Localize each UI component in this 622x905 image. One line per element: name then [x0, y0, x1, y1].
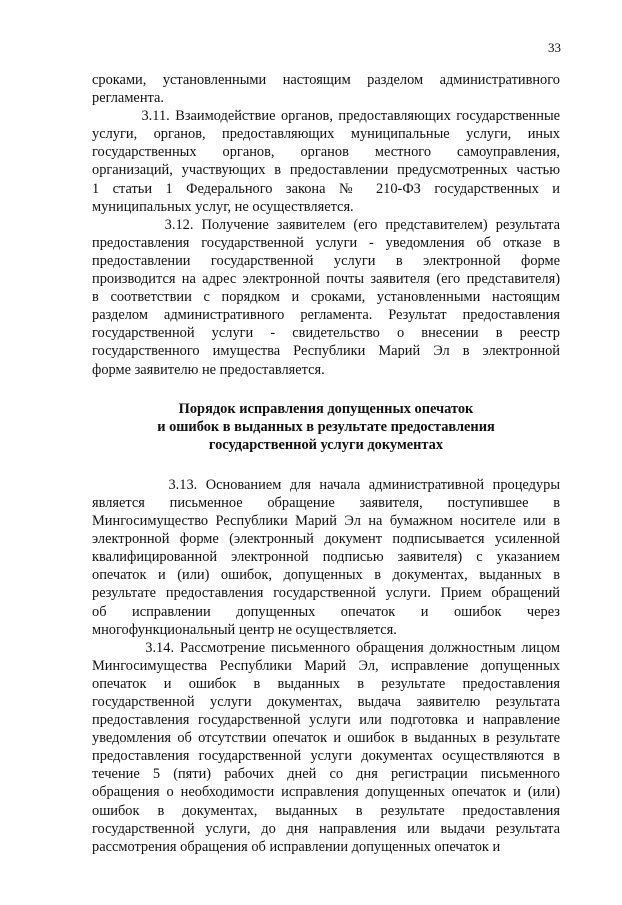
text-line: государственной услуги, до дня направления или выдачи результата	[92, 820, 560, 837]
paragraph-3-11	[92, 107, 560, 216]
text-line: предоставления государственной услуги или подготовка и направление	[92, 712, 560, 729]
text-line: об исправлении допущенных опечаток и ошибок через	[92, 603, 560, 620]
text-line: форме заявителю не предоставляется.	[92, 361, 325, 378]
text-line: в соответствии с порядком и сроками, установленными настоящим	[92, 289, 560, 306]
text-line: Мингосимущество Республики Марий Эл на бумажном носителе или в	[92, 513, 560, 530]
text-line: опечаток и (или) ошибок, допущенных в документах, выданных в	[92, 567, 560, 584]
text-line: является письменное обращение заявителя, поступившее в	[92, 494, 560, 511]
page-number: 33	[548, 40, 561, 55]
text-line: 3.13. Основанием для начала административной процедуры	[92, 476, 560, 493]
text-line: предоставления государственной услуги - уведомления об отказе в	[92, 234, 560, 251]
text-line: регламента.	[92, 90, 164, 107]
top-section	[92, 71, 560, 379]
paragraph-3-12	[92, 216, 560, 379]
text-line: течение 5 (пяти) рабочих дней со дня регистрации письменного	[92, 766, 560, 783]
text-line: 3.11. Взаимодействие органов, предоставляющих государственные	[92, 108, 560, 125]
text-line: государственной услуги - свидетельство о внесении в реестр	[92, 325, 560, 342]
text-line: ошибок в документах, выданных в результате предоставления	[92, 802, 560, 819]
text-line: рассмотрения обращения об исправлении допущенных опечаток и	[92, 838, 501, 855]
text-line: опечаток и ошибок в выданных в результате предоставления	[92, 675, 560, 692]
text-line: производится на адрес электронной почты заявителя (его представителя)	[92, 271, 560, 288]
text-line: разделом административного регламента. Результат предоставления	[92, 307, 560, 324]
document-body	[92, 71, 560, 856]
heading-line: и ошибок в выданных в результате предоставления	[157, 418, 495, 435]
text-line: квалифицированной электронной подписью заявителя) с указанием	[92, 549, 560, 566]
text-line: государственного имущества Республики Марий Эл в электронной	[92, 343, 560, 360]
text-line: услуги, органов, предоставляющих муниципальные услуги, иных	[92, 126, 560, 143]
heading-line: государственной услуги документах	[208, 436, 444, 453]
section-heading	[92, 400, 560, 454]
paragraph-continuation	[92, 71, 560, 107]
text-line: 3.14. Рассмотрение письменного обращения должностным лицом	[92, 639, 560, 656]
text-line: предоставления государственной услуги документах осуществляются в	[92, 748, 560, 765]
text-line: обращения о необходимости исправления допущенных опечаток и (или)	[92, 784, 560, 801]
text-line: уведомления об отсутствии опечаток и ошибок в выданных в результате	[92, 730, 560, 747]
text-line: результате предоставления государственной услуги. Прием обращений	[92, 585, 560, 602]
text-line: многофункциональный центр не осуществляется.	[92, 621, 397, 638]
text-line: 1 статьи 1 Федерального закона № 210-ФЗ государственных и	[92, 180, 560, 197]
text-line: государственных органов, органов местного самоуправления,	[92, 144, 560, 161]
bottom-section	[92, 476, 560, 856]
text-line: Мингосимущества Республики Марий Эл, исправление допущенных	[92, 657, 560, 674]
text-line: муниципальных услуг, не осуществляется.	[92, 198, 354, 215]
heading-line: Порядок исправления допущенных опечаток	[178, 400, 474, 417]
paragraph-3-14	[92, 639, 560, 856]
text-line: электронной форме (электронный документ подписывается усиленной	[92, 531, 560, 548]
text-line: сроками, установленными настоящим разделом административного	[92, 72, 560, 88]
text-line: 3.12. Получение заявителем (его представителем) результата	[92, 216, 560, 233]
text-line: государственной услуги документах, выдача заявителю результата	[92, 694, 560, 710]
text-line: предоставлении государственной услуги в электронной форме	[92, 252, 560, 269]
text-line: организаций, участвующих в предоставлении предусмотренных частью	[92, 162, 560, 179]
paragraph-3-13	[92, 476, 560, 639]
